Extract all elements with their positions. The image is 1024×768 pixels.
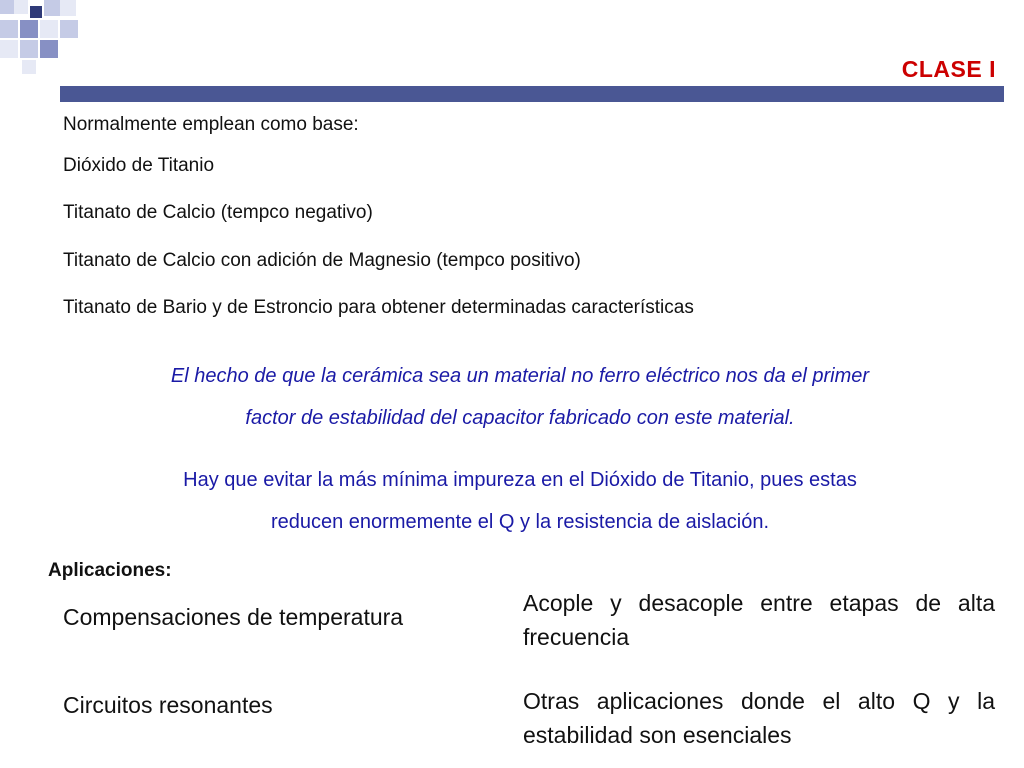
deco-square — [0, 20, 18, 38]
application-item: Otras aplicaciones donde el alto Q y la estabilidad son esenciales — [523, 688, 995, 748]
deco-square — [40, 20, 58, 38]
title-accent-bar — [60, 86, 1004, 102]
stability-note — [40, 355, 1000, 439]
base-item: Dióxido de Titanio — [63, 155, 215, 176]
impurity-note — [40, 459, 1000, 543]
deco-square — [0, 40, 18, 58]
impurity-note-line: Hay que evitar la más mínima impureza en el Dióxido de Titanio, pues estas — [183, 469, 857, 491]
deco-square — [20, 40, 38, 58]
base-item: Titanato de Calcio con adición de Magnesio (tempco positivo) — [63, 250, 581, 271]
stability-note-line: factor de estabilidad del capacitor fabricado con este material. — [245, 407, 795, 429]
deco-square — [20, 20, 38, 38]
stability-note-line: El hecho de que la cerámica sea un material no ferro eléctrico nos da el primer — [170, 365, 870, 387]
slide-title: CLASE I — [901, 56, 996, 82]
deco-square — [0, 0, 14, 14]
application-item: Compensaciones de temperatura — [63, 604, 404, 630]
application-item: Circuitos resonantes — [63, 692, 273, 718]
applications-heading: Aplicaciones: — [48, 560, 172, 581]
deco-square — [22, 60, 36, 74]
base-item: Titanato de Calcio (tempco negativo) — [63, 202, 373, 223]
base-item: Titanato de Bario y de Estroncio para obtener determinadas características — [63, 297, 694, 318]
application-item: Acople y desacople entre etapas de alta frecuencia — [523, 590, 995, 650]
deco-square — [14, 0, 28, 14]
deco-square — [60, 0, 76, 16]
deco-square — [40, 40, 58, 58]
deco-square — [44, 0, 60, 16]
deco-square — [60, 20, 78, 38]
deco-square — [30, 6, 42, 18]
impurity-note-line: reducen enormemente el Q y la resistencia de aislación. — [270, 511, 770, 533]
base-intro-text: Normalmente emplean como base: — [63, 114, 359, 135]
